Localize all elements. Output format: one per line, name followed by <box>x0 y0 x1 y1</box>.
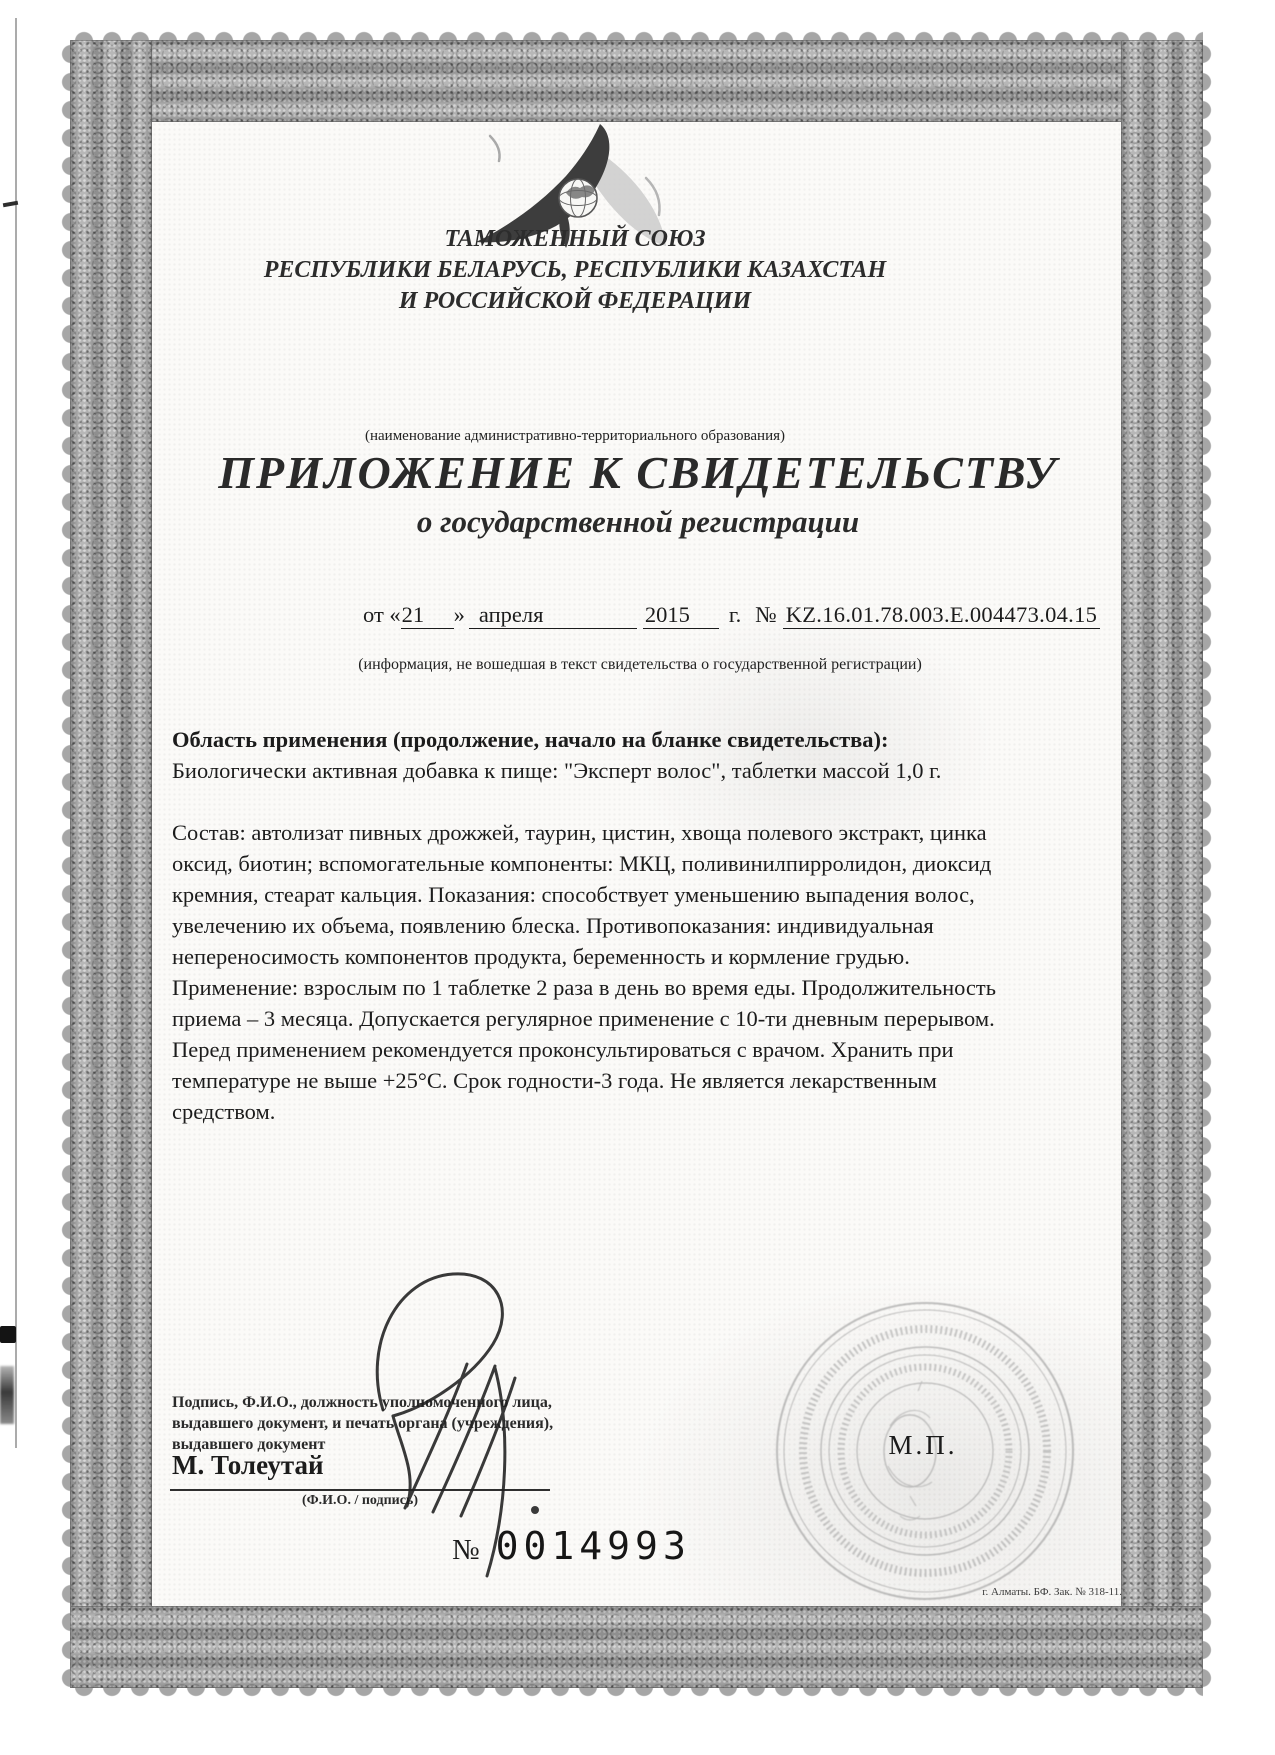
date-prefix: от « <box>363 602 401 627</box>
signature-caption-line-2: выдавшего документ, и печать органа (учреждения), <box>172 1415 554 1432</box>
header-org-line-3: И РОССИЙСКОЙ ФЕДЕРАЦИИ <box>398 288 752 314</box>
date-year-suffix: г. <box>728 602 742 627</box>
document-subtitle: о государственной регистрации <box>416 504 860 539</box>
scan-artifact-blob <box>0 1326 16 1343</box>
serial-number: 0014993 <box>495 1524 691 1568</box>
date-close-quote: » <box>453 602 465 627</box>
border-scallop-right <box>1202 40 1212 1688</box>
registration-number-sign: № <box>755 602 777 627</box>
signature-caption-line-3: выдавшего документ <box>172 1436 326 1453</box>
body-text-block <box>172 724 1034 1127</box>
header-org-line-2: РЕСПУБЛИКИ БЕЛАРУСЬ, РЕСПУБЛИКИ КАЗАХСТАН <box>263 257 887 283</box>
date-month: апреля <box>469 602 637 629</box>
date-day: 21 <box>401 602 454 629</box>
admin-territory-caption: (наименование административно-территориального образования) <box>364 428 786 444</box>
info-caption: (информация, не вошедшая в текст свидетельства о государственной регистрации) <box>358 656 922 673</box>
product-description: Биологически активная добавка к пище: "Эксперт волос", таблетки массой 1,0 г. <box>172 758 942 783</box>
stamp-mp-label: М.П. <box>888 1430 958 1460</box>
serial-number-block <box>452 1524 691 1568</box>
date-line <box>363 602 1100 629</box>
print-order-note: г. Алматы. БФ. Зак. № 318-11. <box>982 1586 1122 1598</box>
certificate-border-right <box>1121 40 1203 1688</box>
header-organization <box>160 224 990 317</box>
serial-number-sign: № <box>452 1534 480 1566</box>
signature-fio-caption: (Ф.И.О. / подпись) <box>301 1493 418 1508</box>
signature-caption-line-1: Подпись, Ф.И.О., должность уполномоченного лица, <box>172 1394 552 1411</box>
globe-icon <box>559 179 597 217</box>
registration-number: KZ.16.01.78.003.Е.004473.04.15 <box>783 602 1101 629</box>
header-org-line-1: ТАМОЖЕННЫЙ СОЮЗ <box>444 226 706 252</box>
certificate-border-bottom <box>70 1606 1203 1688</box>
signatory-name: М. Толеутай <box>172 1450 324 1480</box>
scan-artifact-line <box>15 18 17 1448</box>
composition-paragraph: Состав: автолизат пивных дрожжей, таурин, цистин, хвоща полевого экстракт, цинка оксид, биотин; вспомогательные компоненты: МКЦ, поливинилпирролидон, диоксид кремния, стеарат кальция. Показания: способствует уменьшению выпадения волос, увелечению их объема, появлению блеска. Противопоказания: индивидуальная непереносимость компонентов продукта, беременность и кормление грудью. Применение: взрослым по 1 таблетке 2 раза в день во время еды. Продолжительность приема – 3 месяца. Допускается регулярное применение с 10-ти дневным перерывом. Перед применением рекомендуется проконсультироваться с врачом. Хранить при температуре не выше +25°С. Срок годности-3 года. Не является лекарственным средством. <box>172 820 997 1124</box>
border-scallop-bottom <box>70 1687 1203 1697</box>
application-area-heading: Область применения (продолжение, начало на бланке свидетельства): <box>172 727 889 752</box>
date-year: 2015 <box>643 602 719 629</box>
scan-artifact-smudge <box>0 1366 14 1424</box>
certificate-border-top <box>70 40 1203 122</box>
document-title: ПРИЛОЖЕНИЕ К СВИДЕТЕЛЬСТВУ <box>218 447 1058 498</box>
certificate-border-left <box>70 40 152 1688</box>
